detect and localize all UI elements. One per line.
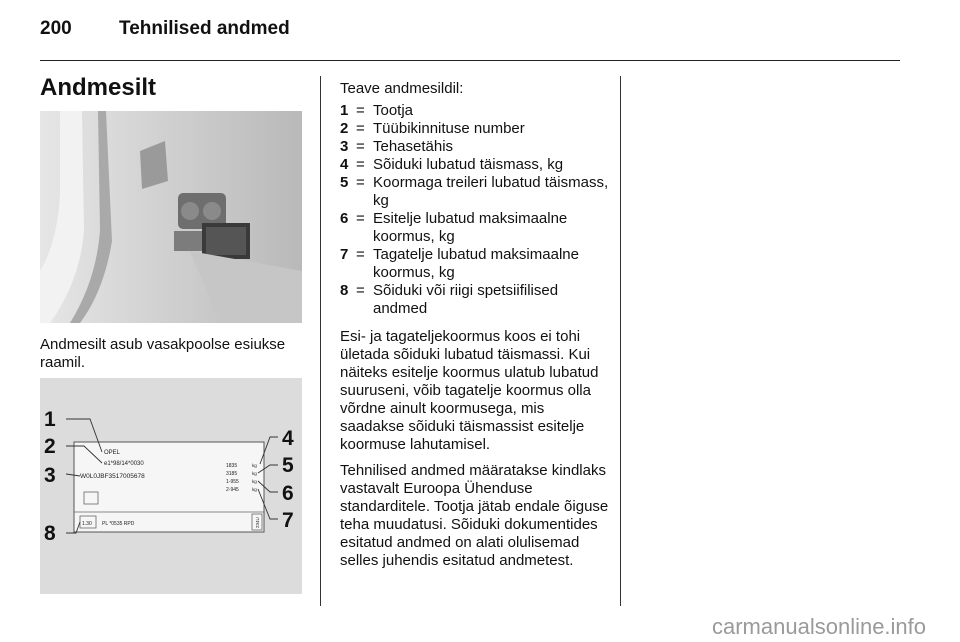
legend-num: 4: [340, 156, 349, 173]
plate-weight-1: 1835: [226, 463, 238, 469]
header-rule: [40, 60, 900, 61]
plate-unit-2: kg: [252, 471, 257, 476]
legend-text: Sõiduki või riigi spetsiifilised andmed: [373, 282, 559, 317]
legend-intro: Teave andmesildil:: [340, 80, 464, 97]
plate-weight-3: 1-955: [226, 479, 239, 485]
plate-bottom-text: PL *0535 RPD: [102, 521, 135, 527]
plate-side-code: 234U: [255, 517, 260, 528]
photo-caption: Andmesilt asub vasakpoolse esiukse raamil.: [40, 336, 286, 371]
plate-legend-column: [340, 80, 610, 570]
legend-eq: =: [356, 246, 365, 263]
legend-eq: =: [356, 138, 365, 155]
legend-item: [340, 138, 610, 156]
legend-item: [340, 120, 610, 138]
legend-text: Tagatelje lubatud maksimaalne koormus, kg: [373, 246, 579, 281]
watermark: carmanualsonline.info: [712, 614, 927, 639]
plate-unit-3: kg: [252, 479, 257, 484]
legend-item: [340, 156, 610, 174]
legend-item: [340, 282, 610, 318]
column-divider-right: [620, 76, 621, 606]
legend-eq: =: [356, 120, 365, 137]
legend-num: 8: [340, 282, 349, 299]
legend-eq: =: [356, 210, 365, 227]
legend-eq: =: [356, 102, 365, 119]
legend-text: Esitelje lubatud maksimaalne koormus, kg: [373, 210, 568, 245]
legend-item: [340, 246, 610, 282]
legend-item: [340, 102, 610, 120]
plate-vin: W0L0JBF3517005678: [80, 473, 145, 480]
plate-unit-1: kg: [252, 463, 257, 468]
legend-num: 5: [340, 174, 349, 191]
legend-num: 1: [340, 102, 349, 119]
callout-6: 6: [282, 482, 294, 505]
door-frame-photo: [40, 111, 302, 323]
callout-5: 5: [282, 454, 294, 477]
plate-unit-4: kg: [252, 487, 257, 492]
legend-num: 3: [340, 138, 349, 155]
callout-4: 4: [282, 427, 294, 450]
legend-num: 7: [340, 246, 349, 263]
callout-8: 8: [44, 522, 56, 545]
legend-eq: =: [356, 282, 365, 299]
column-divider-left: [320, 76, 321, 606]
plate-weight-4: 2-945: [226, 487, 239, 493]
legend-text: Tehasetähis: [373, 138, 454, 155]
legend-item: [340, 210, 610, 246]
plate-approval: e1*98/14*0030: [104, 461, 144, 467]
callout-3: 3: [44, 464, 56, 487]
legend-text: Tootja: [373, 102, 414, 119]
chapter-title: Tehnilised andmed: [119, 18, 290, 39]
plate-bottom-code: 1.30: [82, 521, 92, 527]
legend-text: Sõiduki lubatud täismass, kg: [373, 156, 564, 173]
plate-brand: OPEL: [104, 450, 121, 456]
legend-eq: =: [356, 174, 365, 191]
callout-7: 7: [282, 509, 294, 532]
legend-text: Koormaga treileri lubatud täismass, kg: [373, 174, 609, 209]
legend-num: 6: [340, 210, 349, 227]
data-plate-diagram: [40, 378, 302, 594]
legend-eq: =: [356, 156, 365, 173]
section-title: Andmesilt: [40, 74, 157, 101]
legend-text: Tüübikinnituse number: [373, 120, 525, 137]
axle-load-paragraph: Esi- ja tagateljekoormus koos ei tohi ületada sõiduki lubatud täismassi. Kui näiteks esitelje koormus ulatub lubatud suuruseni, võib tagatelje koormus olla võrdne ainult koormusega, mis saadakse sõiduki täismassist esitelje koormuse lahutamisel.: [340, 328, 599, 453]
callout-2: 2: [44, 435, 56, 458]
legend-num: 2: [340, 120, 349, 137]
callout-1: 1: [44, 408, 56, 431]
page-number: 200: [40, 18, 72, 39]
legend-item: [340, 174, 610, 210]
plate-weight-2: 3185: [226, 471, 238, 477]
standards-paragraph: Tehnilised andmed määratakse kindlaks vastavalt Euroopa Ühenduse standarditele. Tootja jätab endale õiguse teha muudatusi. Sõiduki dokumentides esitatud andmed on alati olulisemad selles juhendis esitatud andmetest.: [340, 462, 609, 569]
